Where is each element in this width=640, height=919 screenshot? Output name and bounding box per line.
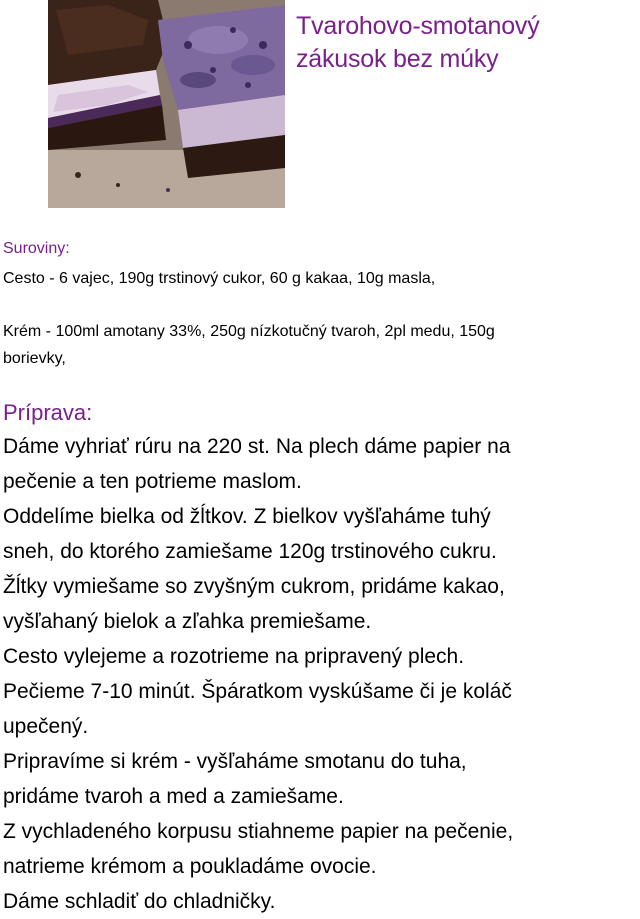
preparation-steps <box>3 429 637 919</box>
recipe-title <box>296 10 626 76</box>
preparation-line: natrieme krémom a poukladáme ovocie. <box>3 855 377 878</box>
recipe-title-line1: Tvarohovo-smotanový <box>296 12 540 40</box>
preparation-line: Cesto vylejeme a rozotrieme na pripravený plech. <box>3 645 465 668</box>
preparation-line: vyšľahaný bielok a zľahka premiešame. <box>3 610 372 633</box>
recipe-title-line2: zákusok bez múky <box>296 45 499 73</box>
preparation-line: Z vychladeného korpusu stiahneme papier na pečenie, <box>3 820 514 843</box>
preparation-line: pridáme tvaroh a med a zamiešame. <box>3 785 344 808</box>
preparation-line: Oddelíme bielka od žĺtkov. Z bielkov vyšľaháme tuhý <box>3 505 491 528</box>
preparation-heading: Príprava: <box>3 400 93 425</box>
preparation-line: Pripravíme si krém - vyšľaháme smotanu do tuha, <box>3 750 467 773</box>
ingredients-cream-line1: Krém - 100ml amotany 33%, 250g nízkotučný tvaroh, 2pl medu, 150g <box>3 323 495 340</box>
ingredients-cream <box>3 318 637 372</box>
preparation-line: Dáme schladiť do chladničky. <box>3 890 276 913</box>
ingredients-dough: Cesto - 6 vajec, 190g trstinový cukor, 60 g kakaa, 10g masla, <box>3 270 436 287</box>
cake-photo <box>48 0 285 208</box>
preparation-line: sneh, do ktorého zamiešame 120g trstinového cukru. <box>3 540 497 563</box>
preparation-line: upečený. <box>3 715 89 738</box>
preparation-line: pečenie a ten potrieme maslom. <box>3 470 302 493</box>
preparation-line: Žĺtky vymiešame so zvyšným cukrom, pridáme kakao, <box>3 575 505 598</box>
ingredients-heading: Suroviny: <box>3 240 70 257</box>
ingredients-cream-line2: borievky, <box>3 350 66 367</box>
preparation-line: Dáme vyhriať rúru na 220 st. Na plech dáme papier na <box>3 435 511 458</box>
preparation-line: Pečieme 7-10 minút. Špáratkom vyskúšame či je koláč <box>3 680 512 703</box>
